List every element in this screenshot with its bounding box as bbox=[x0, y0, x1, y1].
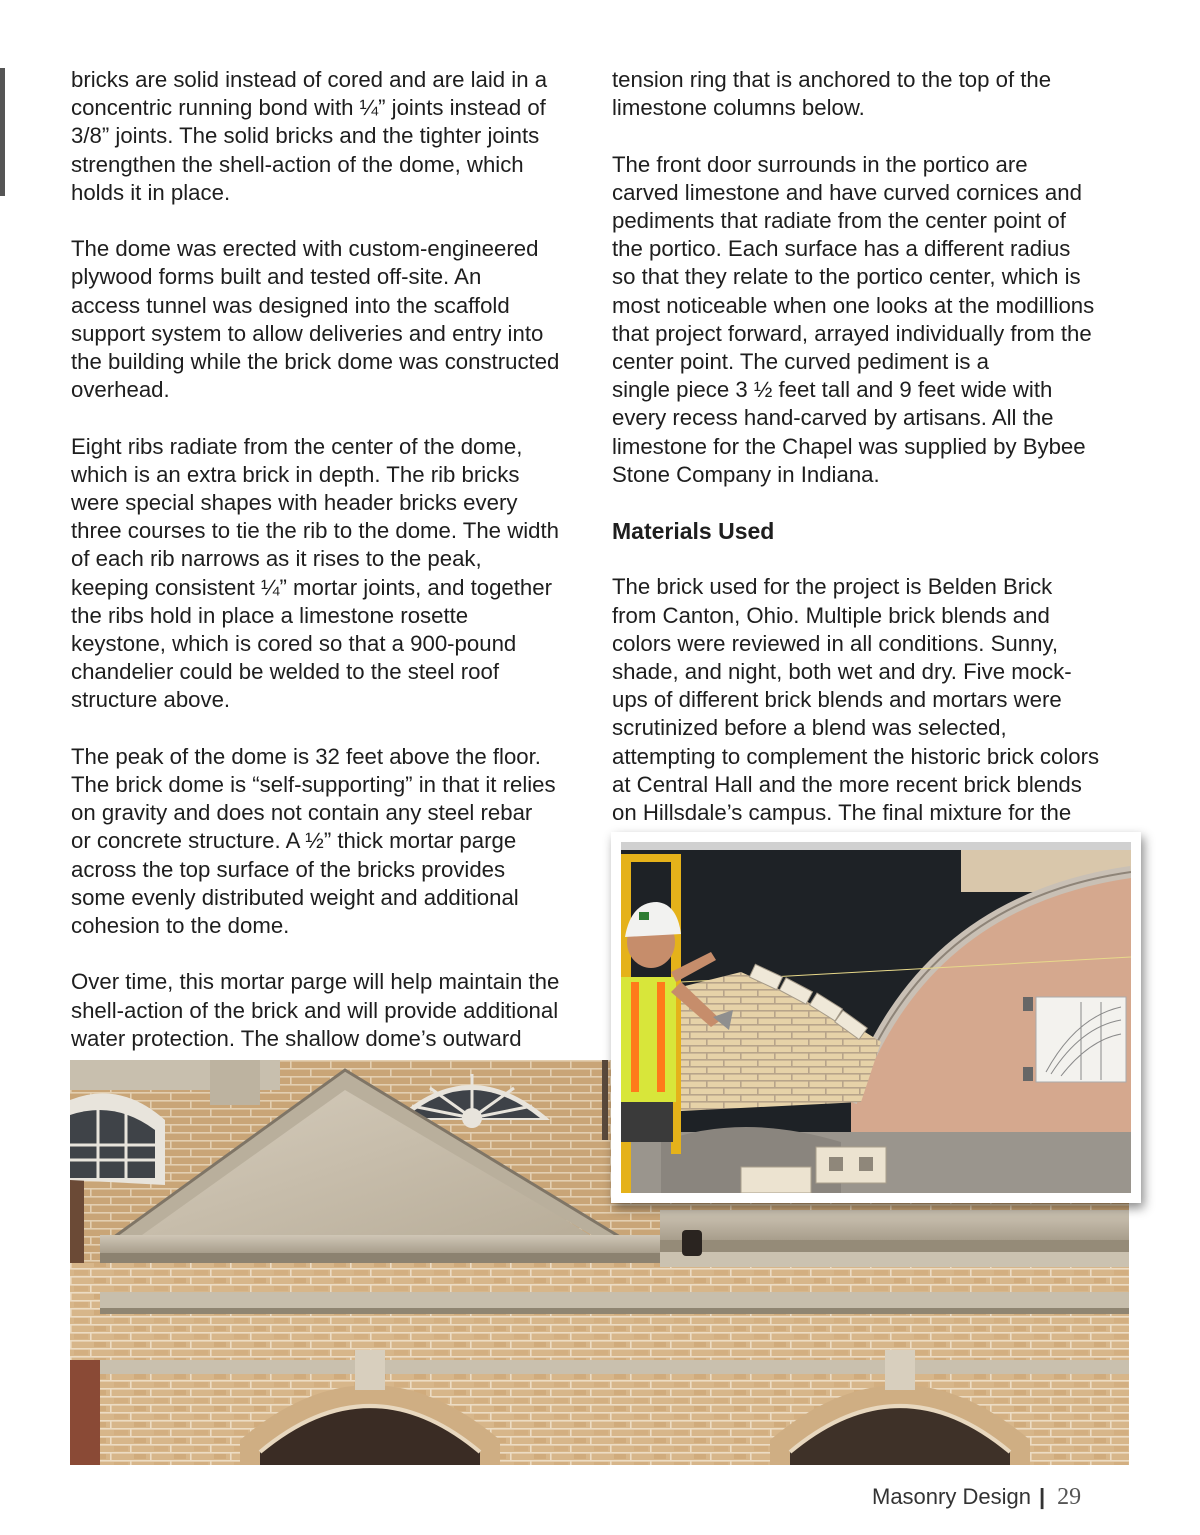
left-text-column bbox=[71, 66, 593, 1081]
paragraph: bricks are solid instead of cored and are laid in a concentric running bond with ¼” joints instead of 3/8” joints. The solid bricks and the tighter joints strengthen the shell-action of the dome, which holds it in place. bbox=[71, 67, 548, 205]
paragraph: The brick used for the project is Belden Brick from Canton, Ohio. Multiple brick blends and colors were reviewed in all conditions. Sunny, shade, and night, both wet and dry. Five mock- ups of different brick blends and mortars were scrutinized before a blend was selected, attempting to complement the historic brick colors at Central Hall and the more recent brick blends on Hillsdale’s campus. The final mixture for the bbox=[612, 574, 1100, 826]
paragraph: Eight ribs radiate from the center of the dome, which is an extra brick in depth. The rib bricks were special shapes with header bricks every three courses to tie the rib to the dome. The width of each rib narrows as it rises to the peak, keeping consistent ¼” mortar joints, and together the ribs hold in place a limestone rosette keystone, which is cored so that a 900-pound chandelier could be welded to the steel roof structure above. bbox=[71, 433, 559, 713]
mason-illustration bbox=[621, 842, 1131, 1193]
photo-mason-laying-bricks bbox=[611, 832, 1141, 1203]
right-text-column bbox=[612, 66, 1134, 855]
paragraph: The front door surrounds in the portico are carved limestone and have curved cornices and pediments that radiate from the center point of the portico. Each surface has a different radius so that they relate to the portico center, which is most noticeable when one looks at the modillions that project forward, arrayed individually from the center point. The curved pediment is a single piece 3 ½ feet tall and 9 feet wide with every recess hand-carved by artisans. All the limestone for the Chapel was supplied by Bybee Stone Company in Indiana. bbox=[612, 151, 1095, 487]
page-edge-mark bbox=[0, 68, 5, 196]
publication-name: Masonry Design bbox=[872, 1484, 1031, 1509]
footer-separator: | bbox=[1038, 1484, 1046, 1509]
page-footer bbox=[872, 1483, 1081, 1511]
page-number: 29 bbox=[1057, 1484, 1082, 1510]
section-heading: Materials Used bbox=[612, 518, 775, 545]
pinned-drawing bbox=[1023, 997, 1126, 1082]
paragraph: Over time, this mortar parge will help maintain the shell-action of the brick and will provide additional water protection. The shallow dome’s outward bbox=[71, 969, 560, 1051]
paragraph: tension ring that is anchored to the top of the limestone columns below. bbox=[612, 67, 1052, 121]
paragraph: The peak of the dome is 32 feet above the floor. The brick dome is “self-supporting” in that it relies on gravity and does not contain any steel rebar or concrete structure. A ½” thick mortar parge across the top surface of the bricks provides some evenly distributed weight and additional cohesion to the dome. bbox=[71, 743, 556, 939]
paragraph: The dome was erected with custom-engineered plywood forms built and tested off-site. An access tunnel was designed into the scaffold support system to allow deliveries and entry into the building while the brick dome was constructed overhead. bbox=[71, 236, 560, 403]
